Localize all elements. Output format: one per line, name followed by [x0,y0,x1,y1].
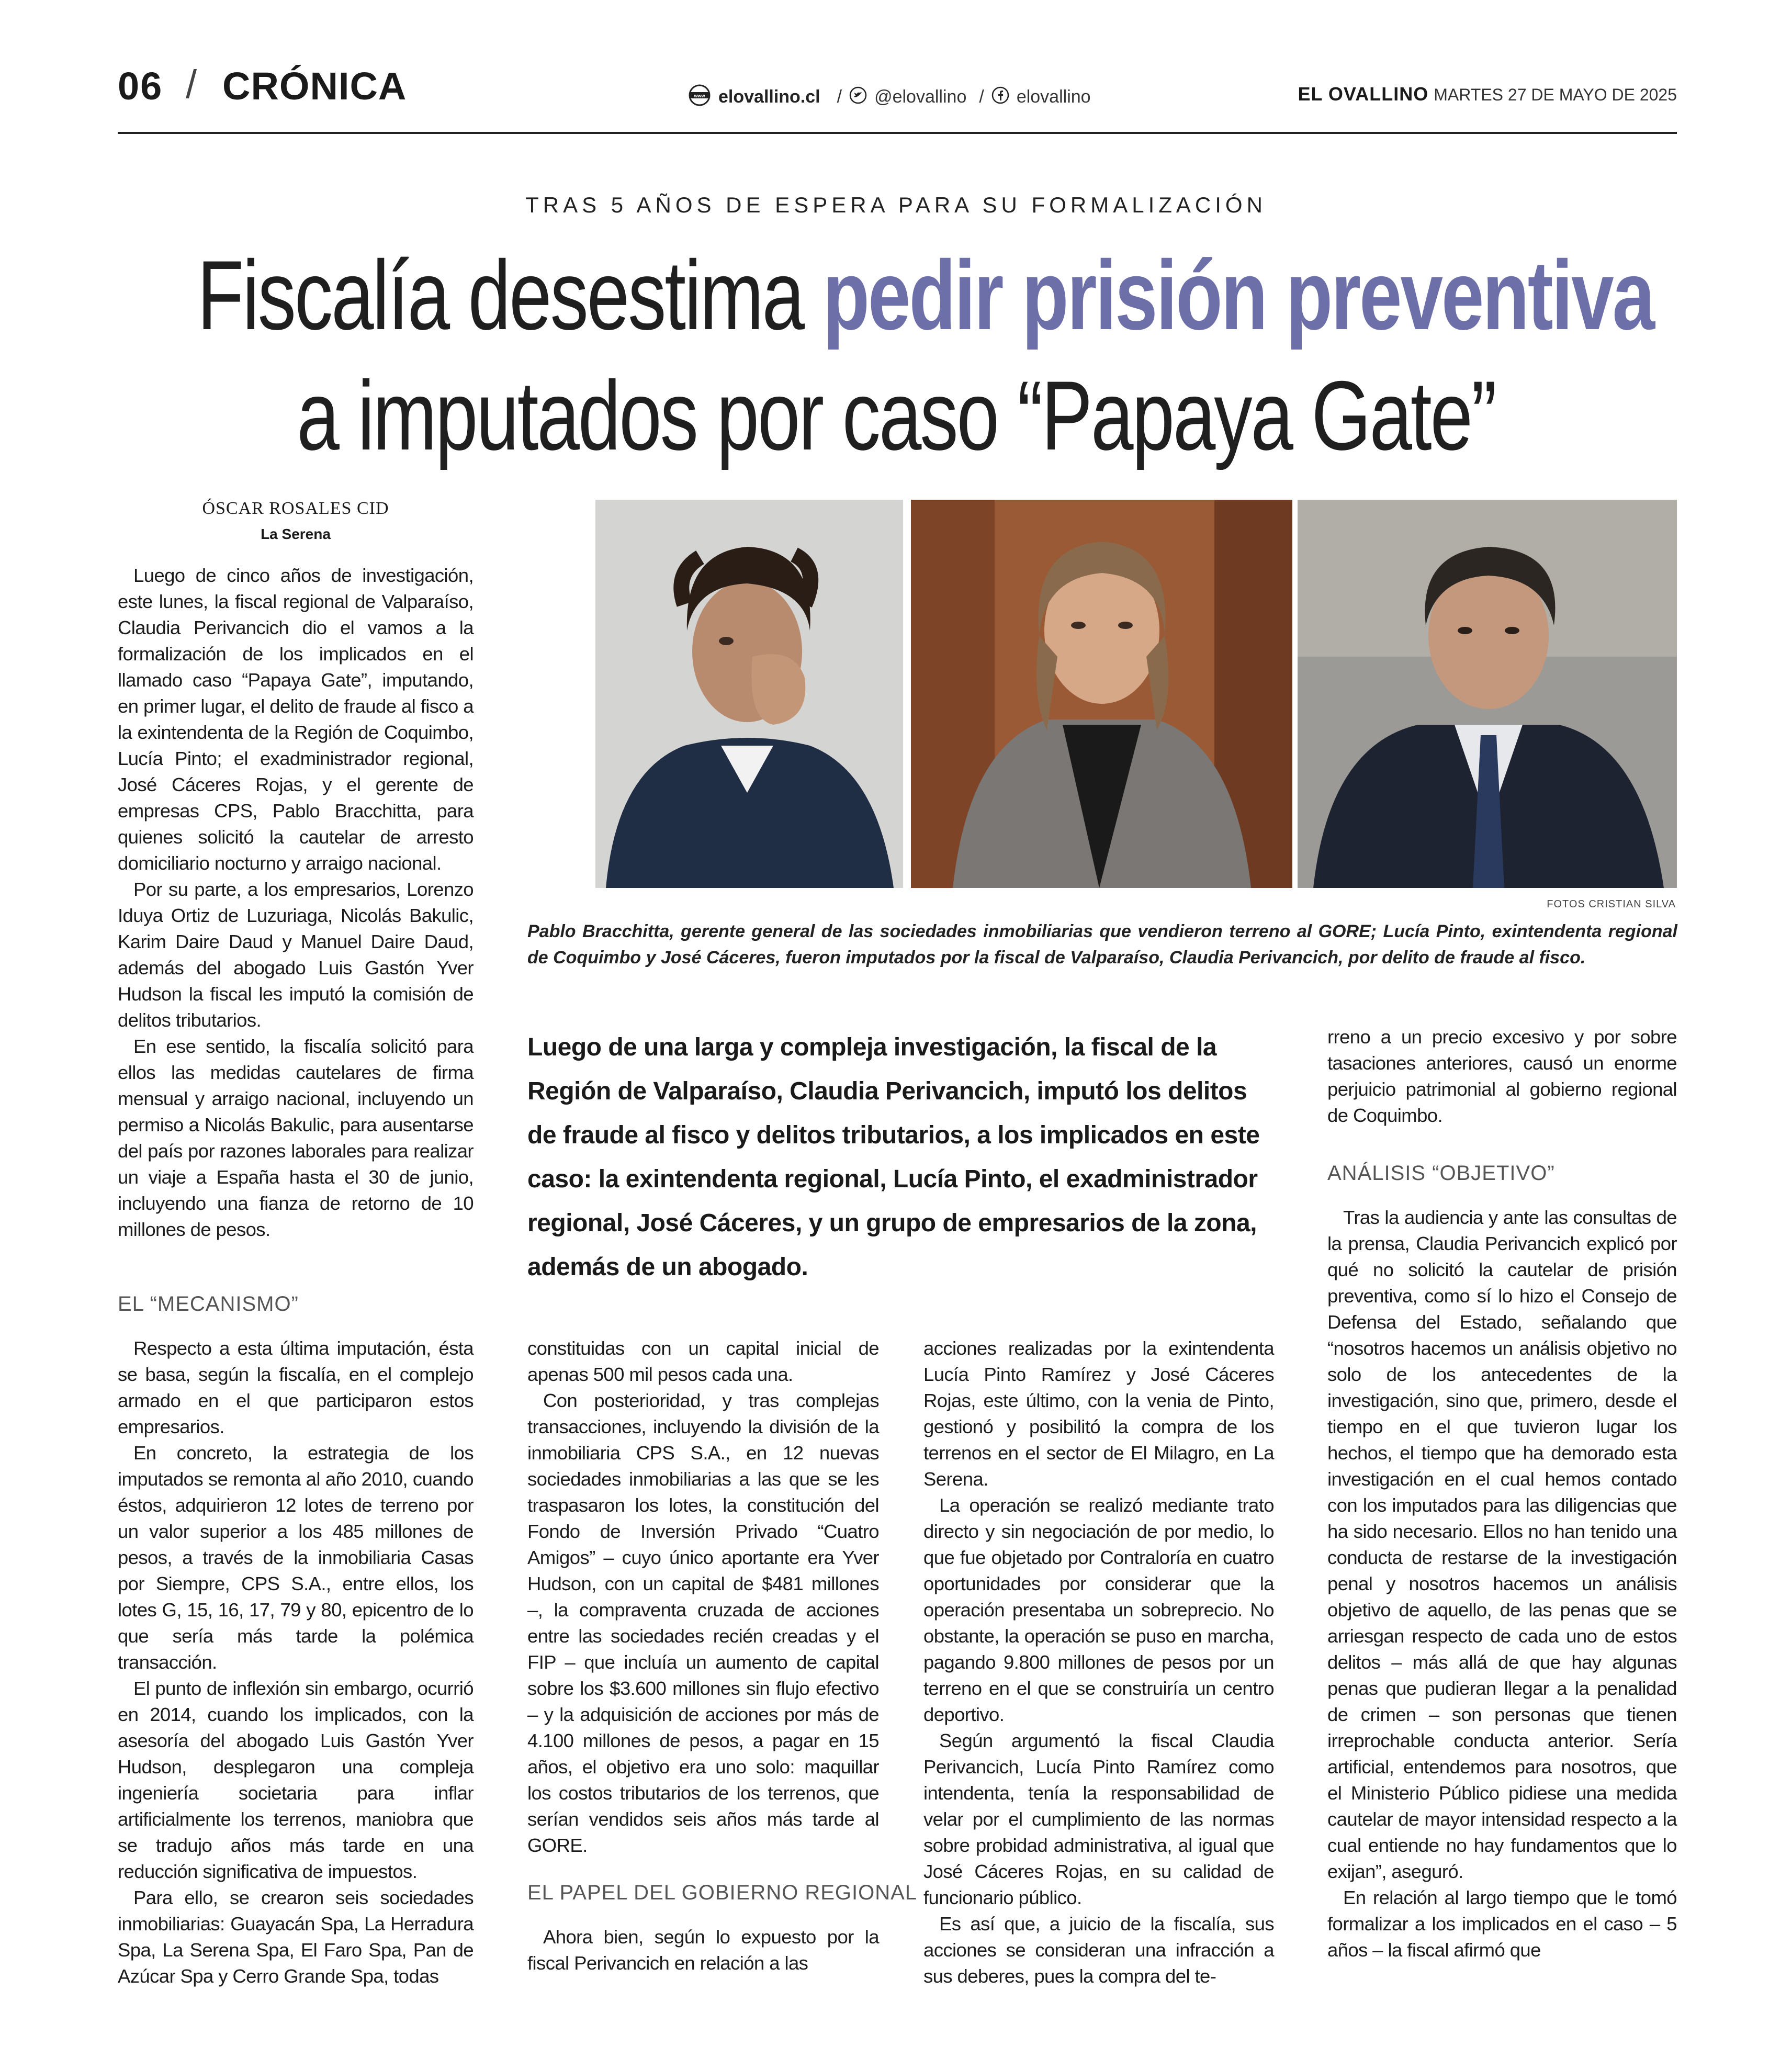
photo-credit: FOTOS CRISTIAN SILVA [1547,898,1676,910]
paragraph: En ese sentido, la fiscalía solicitó para ellos las medidas cautelares de firma mensual y arraigo nacional, incluyendo un permiso a Nicolás Bakulic, para ausentarse del país por razones laborales para realizar un viaje a España hasta el 30 de junio, incluyendo una fianza de retorno de 10 millones de pesos. [118,1036,474,1240]
section-name: CRÓNICA [222,64,407,108]
facebook-icon [991,86,1009,107]
header-rule [118,132,1677,134]
author-byline: ÓSCAR ROSALES CID [202,499,389,518]
globe-icon [688,84,711,110]
photo-caption: Pablo Bracchitta, gerente general de las sociedades inmobiliarias que vendieron terreno al GORE; Lucía Pinto, exintendenta regional de Coquimbo y José Cáceres, fueron imputados por la fiscal de Valparaíso, Claudia Perivancich, por delito de fraude al fisco. [527,921,1677,968]
paragraph: Luego de cinco años de investigación, este lunes, la fiscal regional de Valparaíso, Claudia Perivancich dio el vamos a la formalización de los implicados en el llamado caso “Papaya Gate”, imputando, en primer lugar, el delito de fraude al fisco a la exintendenta de la Región de Coquimbo, Lucía Pinto; el exadministrador regional, José Cáceres Rojas, y el gerente de empresas CPS, Pablo Bracchitta, para quienes solicitó la cautelar de arresto domiciliario nocturno y arraigo nacional. [118,565,474,874]
subhead-mecanismo: EL “MECANISMO” [118,1292,299,1315]
dateline-location: La Serena [261,526,331,542]
photo-pablo-bracchitta [595,500,903,888]
column-2 [527,1335,879,1859]
paragraph: Es así que, a juicio de la fiscalía, sus acciones se consideran una infracción a sus deberes, pues la compra del te- [923,1913,1274,1987]
paragraph: Ahora bien, según lo expuesto por la fiscal Perivancich en relación a las [527,1926,879,1974]
twitter-handle[interactable]: @elovallino [874,87,967,107]
paragraph: En relación al largo tiempo que le tomó formalizar a los implicados en el caso – 5 años – la fiscal afirmó que [1327,1887,1677,1961]
facebook-handle[interactable]: elovallino [1016,87,1091,107]
subhead-gobierno-regional: EL PAPEL DEL GOBIERNO REGIONAL [527,1881,918,1904]
paragraph: Tras la audiencia y ante las consultas de la prensa, Claudia Perivancich explicó por qué no solicitó la cautelar de prisión preventiva, como sí lo hizo el Consejo de Defensa del Estado, señalando que “nosotros hacemos un análisis objetivo no solo de los antecedentes de la investigación, sino que, primero, desde el tiempo en el que tuvieron lugar los hechos, el tiempo que ha demorado esta investigación en el cual hemos contado con los imputados para las diligencias que ha sido necesario. Ellos no han tenido una conducta de restarse de la investigación penal y nosotros hacemos un análisis objetivo de aquello, de las penas que se arriesgan respecto de cada uno de estos delitos – más allá de que hay algunas penas que pudieran llegar a la penalidad de crimen – son personas que tienen irreprochable conducta anterior. Sería artificial, entendemos para nosotros, que el Ministerio Público pidiese una medida cautelar de mayor intensidad respecto a la cual entiende no hay fundamentos que lo exijan”, aseguró. [1327,1207,1677,1882]
paragraph: constituidas con un capital inicial de apenas 500 mil pesos cada una. [527,1337,879,1385]
header-separator: / [186,62,197,107]
paragraph: Según argumentó la fiscal Claudia Perivancich, Lucía Pinto Ramírez como intendenta, tenía la responsabilidad de velar por el cumplimiento de las normas sobre probidad administrativa, al igual que José Cáceres Rojas, en su calidad de funcionario público. [923,1730,1274,1908]
column-1-top [118,563,474,1243]
paragraph: Con posterioridad, y tras complejas transacciones, incluyendo la división de la inmobiliaria CPS S.A., en 12 nuevas sociedades inmobiliarias a las que se les traspasaron los lotes, la constitución del Fondo de Inversión Privado “Cuatro Amigos” – cuyo único aportante era Yver Hudson, con un capital de $481 millones –, la compraventa cruzada de acciones entre las sociedades recién creadas y el FIP – que incluía un aumento de capital sobre los $3.600 millones sin flujo efectivo – y la adquisición de acciones por más de 4.100 millones de pesos, a pagar en 15 años, el objetivo era uno solo: maquillar los costos tributarios de los terrenos, que serían vendidos seis años más tarde al GORE. [527,1390,879,1856]
issue-date: MARTES 27 DE MAYO DE 2025 [1434,85,1677,104]
brand-name: EL OVALLINO [1298,83,1429,105]
twitter-icon [849,86,867,107]
column-4-bottom [1327,1205,1677,1963]
photo-jose-caceres [1298,500,1677,888]
headline-line-1 [197,240,1653,350]
column-4-top [1327,1024,1677,1129]
paragraph: rreno a un precio excesivo y por sobre tasaciones anteriores, causó un enorme perjuicio patrimonial al gobierno regional de Coquimbo. [1327,1026,1677,1126]
paragraph: Para ello, se crearon seis sociedades inmobiliarias: Guayacán Spa, La Herradura Spa, La Serena Spa, El Faro Spa, Pan de Azúcar Spa y Cerro Grande Spa, todas [118,1887,474,1987]
paragraph: El punto de inflexión sin embargo, ocurrió en 2014, cuando los implicados, con la asesoría del abogado Luis Gastón Yver Hudson, desplegaron una compleja ingeniería societaria para inflar artificialmente los terrenos, maniobra que se tradujo años más tarde en una reducción significativa de impuestos. [118,1678,474,1882]
lede-paragraph: Luego de una larga y compleja investigación, la fiscal de la Región de Valparaíso, Claudia Perivancich, imputó los delitos de fraude al fisco y delitos tributarios, a los implicados en este caso: la exintendenta regional, Lucía Pinto, el exadministrador regional, José Cáceres, y un grupo de empresarios de la zona, además de un abogado. [527,1033,1260,1281]
paragraph: Respecto a esta última imputación, ésta se basa, según la fiscalía, en el complejo armado en el que participaron estos empresarios. [118,1337,474,1437]
page-number: 06 [118,64,163,108]
headline-highlight: pedir prisión preventiva [822,240,1653,350]
column-1-bottom [118,1335,474,1989]
paragraph: Por su parte, a los empresarios, Lorenzo Iduya Ortiz de Luzuriaga, Nicolás Bakulic, Karim Daire Daud y Manuel Daire Daud, además del abogado Luis Gastón Yver Hudson la fiscal les imputó la comisión de delitos tributarios. [118,879,474,1031]
column-2-bottom [527,1924,879,1976]
header-social: www elovallino.cl / @elovallino / elovallino [688,84,1091,110]
svg-text:www: www [694,93,705,98]
masthead [1298,85,1677,104]
kicker: TRAS 5 AÑOS DE ESPERA PARA SU FORMALIZACIÓN [525,193,1267,217]
headline-normal: Fiscalía desestima [197,240,823,350]
website-link[interactable]: elovallino.cl [718,87,820,107]
column-3 [923,1335,1274,1989]
photo-lucia-pinto [911,500,1292,888]
paragraph: La operación se realizó mediante trato directo y sin negociación de por medio, lo que fue objetado por Contraloría en cuatro oportunidades por considerar que la operación presentaba un sobreprecio. No obstante, la operación se puso en marcha, pagando 9.800 millones de pesos por un terreno en el que se construiría un centro deportivo. [923,1494,1274,1725]
paragraph: acciones realizadas por la exintendenta Lucía Pinto Ramírez y José Cáceres Rojas, este último, con la venia de Pinto, gestionó y posibilitó la compra de los terrenos en el sector de El Milagro, en La Serena. [923,1337,1274,1490]
subhead-analisis-objetivo: ANÁLISIS “OBJETIVO” [1327,1162,1555,1185]
paragraph: En concreto, la estrategia de los imputados se remonta al año 2010, cuando éstos, adquirieron 12 lotes de terreno por un valor superior a los 485 millones de pesos, a través de la inmobiliaria Casas por Siempre, CPS S.A., entre ellos, los lotes G, 15, 16, 17, 79 y 80, epicentro de lo que sería más tarde la polémica transacción. [118,1442,474,1673]
headline-line-2: a imputados por caso “Papaya Gate” [297,361,1495,470]
